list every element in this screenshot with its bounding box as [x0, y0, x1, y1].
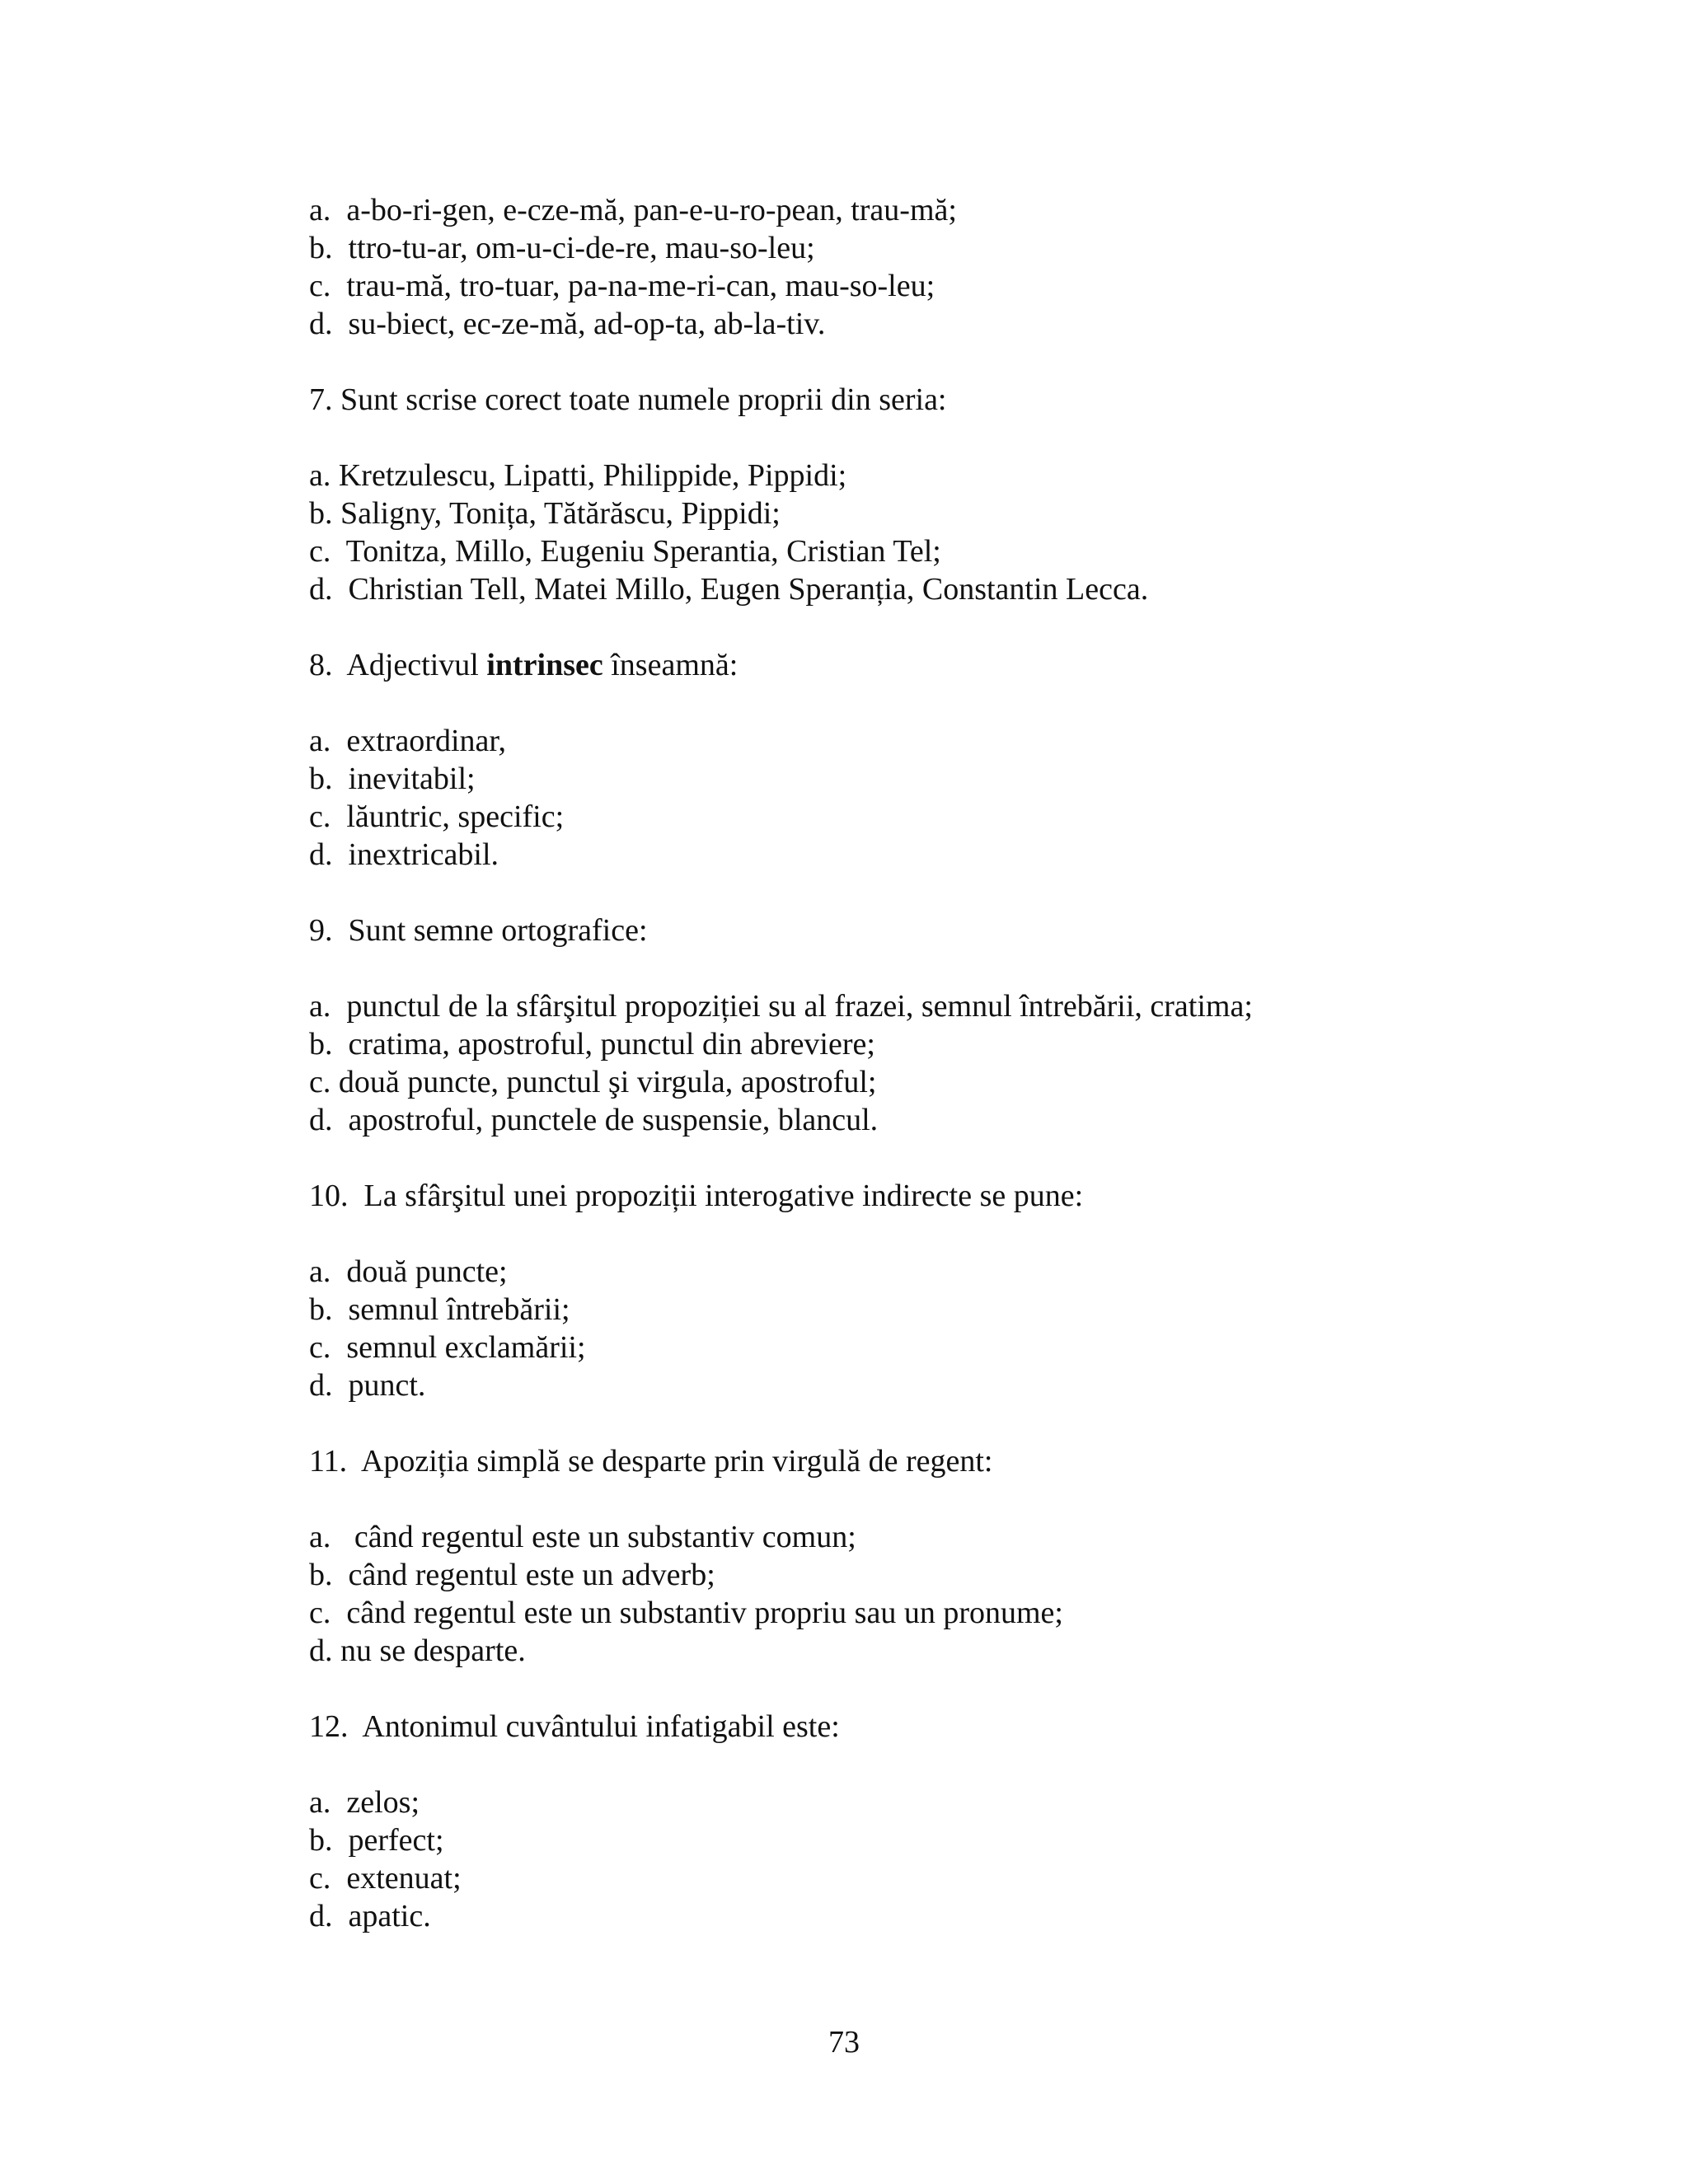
option-11a: a. când regentul este un substantiv comun;	[309, 1520, 856, 1554]
spacer	[309, 343, 1628, 381]
question-8-options	[309, 722, 1628, 874]
option-9b: b. cratima, apostroful, punctul din abreviere;	[309, 1027, 875, 1062]
question-11: 11. Apoziția simplă se desparte prin virgulă de regent:	[309, 1444, 993, 1479]
option-12b: b. perfect;	[309, 1823, 444, 1858]
question-12-options	[309, 1783, 1628, 1935]
page-number: 73	[828, 2025, 860, 2060]
option-10b: b. semnul întrebării;	[309, 1292, 570, 1327]
spacer	[309, 949, 1628, 987]
option-7a: a. Kretzulescu, Lipatti, Philippide, Pippidi;	[309, 458, 847, 493]
option-7b: b. Saligny, Tonița, Tătărăscu, Pippidi;	[309, 496, 781, 531]
option-8a: a. extraordinar,	[309, 724, 507, 758]
spacer	[309, 874, 1628, 912]
option-9d: d. apostroful, punctele de suspensie, blancul.	[309, 1103, 879, 1137]
question-10-options	[309, 1253, 1628, 1404]
question-12: 12. Antonimul cuvântului infatigabil este:	[309, 1709, 840, 1744]
question-8	[309, 646, 1628, 684]
spacer	[309, 1404, 1628, 1442]
question-8-bold-term: intrinsec	[486, 648, 603, 682]
spacer	[309, 1746, 1628, 1783]
option-6c: c. trau-mă, tro-tuar, pa-na-me-ri-can, mau-so-leu;	[309, 269, 935, 303]
question-8-text-start: 8. Adjectivul	[309, 648, 487, 682]
option-12a: a. zelos;	[309, 1785, 420, 1820]
question-9: 9. Sunt semne ortografice:	[309, 913, 648, 948]
option-9a: a. punctul de la sfârşitul propoziției su al frazei, semnul întrebării, cratima;	[309, 989, 1253, 1024]
spacer	[309, 1139, 1628, 1177]
option-6b: b. ttro-tu-ar, om-u-ci-de-re, mau-so-leu;	[309, 231, 815, 265]
option-11b: b. când regentul este un adverb;	[309, 1558, 715, 1592]
option-8c: c. lăuntric, specific;	[309, 799, 565, 834]
option-11d: d. nu se desparte.	[309, 1633, 526, 1668]
question-6-options	[309, 191, 1628, 343]
question-11-options	[309, 1518, 1628, 1670]
spacer	[309, 608, 1628, 646]
option-10c: c. semnul exclamării;	[309, 1330, 586, 1365]
option-10d: d. punct.	[309, 1368, 426, 1403]
option-8b: b. inevitabil;	[309, 762, 476, 796]
option-6a: a. a-bo-ri-gen, e-cze-mă, pan-e-u-ro-pean, trau-mă;	[309, 193, 957, 227]
option-9c: c. două puncte, punctul şi virgula, apostroful;	[309, 1065, 877, 1099]
option-7d: d. Christian Tell, Matei Millo, Eugen Speranția, Constantin Lecca.	[309, 572, 1149, 607]
option-10a: a. două puncte;	[309, 1254, 508, 1289]
question-9-options	[309, 987, 1628, 1139]
option-11c: c. când regentul este un substantiv propriu sau un pronume;	[309, 1596, 1063, 1630]
spacer	[309, 1670, 1628, 1708]
question-10: 10. La sfârşitul unei propoziții interogative indirecte se pune:	[309, 1179, 1084, 1213]
spacer	[309, 1480, 1628, 1518]
option-12d: d. apatic.	[309, 1899, 431, 1933]
spacer	[309, 1215, 1628, 1253]
page-content	[309, 191, 1628, 1935]
option-6d: d. su-biect, ec-ze-mă, ad-op-ta, ab-la-tiv.	[309, 307, 826, 341]
question-7-options	[309, 457, 1628, 608]
option-12c: c. extenuat;	[309, 1861, 462, 1896]
question-8-text-end: înseamnă:	[603, 648, 738, 682]
question-7: 7. Sunt scrise corect toate numele proprii din seria:	[309, 382, 947, 417]
option-8d: d. inextricabil.	[309, 837, 499, 872]
option-7c: c. Tonitza, Millo, Eugeniu Sperantia, Cristian Tel;	[309, 534, 941, 569]
spacer	[309, 684, 1628, 722]
spacer	[309, 419, 1628, 457]
